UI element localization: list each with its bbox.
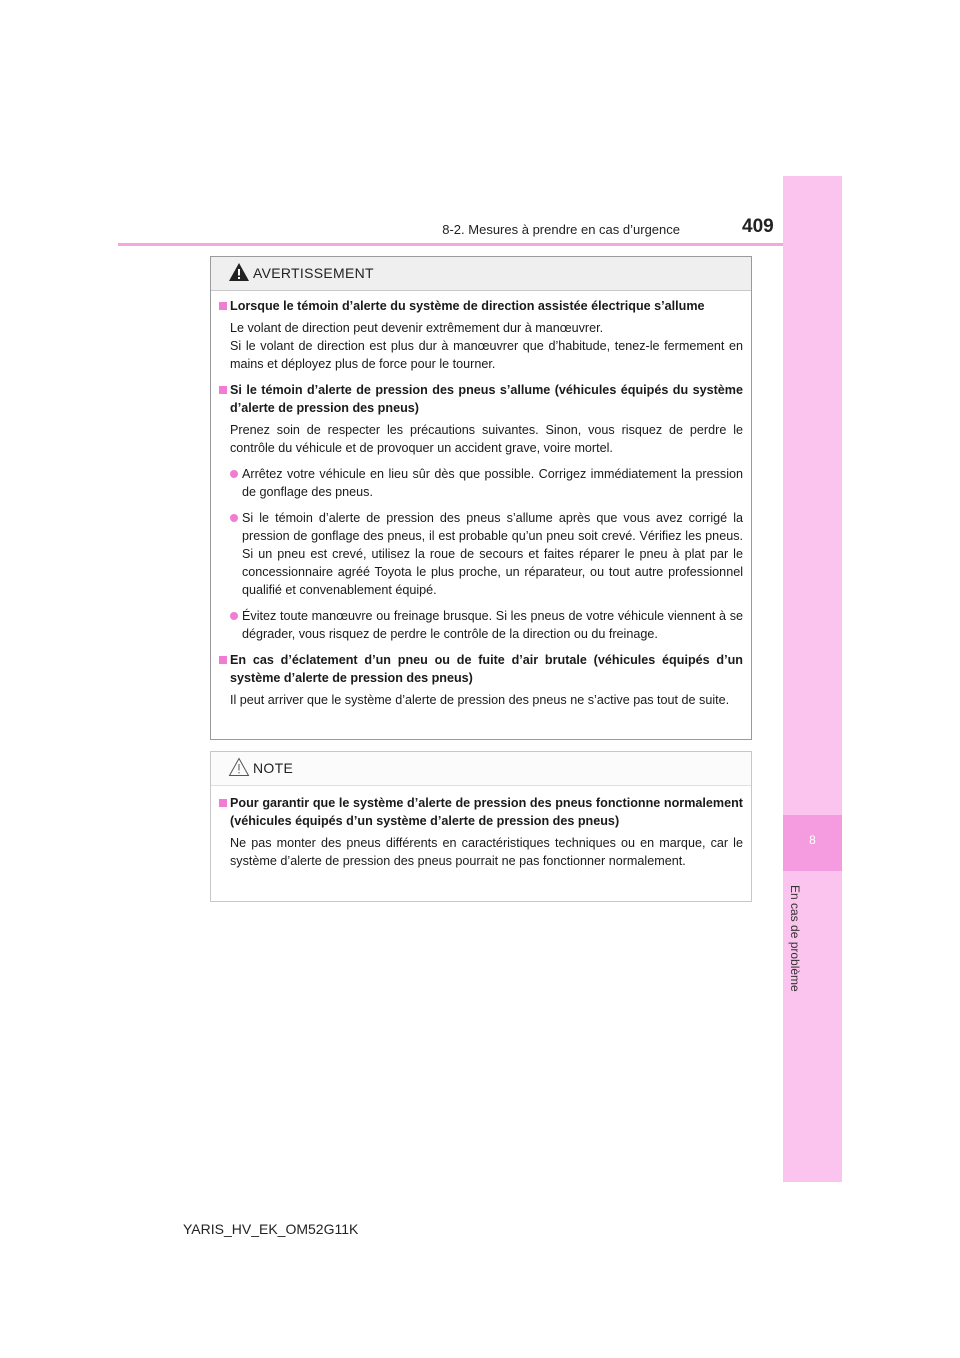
chapter-side-tab xyxy=(783,176,842,1182)
caution-triangle-icon xyxy=(228,757,250,777)
section-title: 8-2. Mesures à prendre en cas d’urgence xyxy=(442,222,680,237)
warning-box-header xyxy=(211,257,751,291)
pink-square-icon xyxy=(219,386,227,394)
pink-square-icon xyxy=(219,302,227,310)
warning-paragraph: Prenez soin de respecter les précautions suivantes. Sinon, vous risquez de perdre le contrôle du véhicule et de provoquer un accident grave, voire mortel. xyxy=(230,423,743,455)
pink-bullet-icon xyxy=(230,612,238,620)
warning-bullet: Évitez toute manœuvre ou freinage brusque. Si les pneus de votre véhicule viennent à se dégrader, vous risquez de perdre le contrôle de la direction ou du freinage. xyxy=(219,607,743,643)
header-divider xyxy=(118,243,842,246)
page-number: 409 xyxy=(742,216,774,237)
chapter-number: 8 xyxy=(809,833,816,847)
warning-paragraph: Le volant de direction peut devenir extrêmement dur à manœuvrer. xyxy=(230,321,604,335)
note-box-body xyxy=(219,794,743,874)
note-box-title: NOTE xyxy=(253,760,294,776)
chapter-title-wrap xyxy=(786,885,804,1005)
pink-square-icon xyxy=(219,799,227,807)
note-paragraph: Ne pas monter des pneus différents en caractéristiques techniques ou en marque, car le système d’alerte de pression des pneus pourrait ne pas fonctionner normalement. xyxy=(230,836,743,868)
warning-item-title: En cas d’éclatement d’un pneu ou de fuite d’air brutale (véhicules équipés d’un système d’alerte de pression des pneus) xyxy=(219,651,743,687)
pink-square-icon xyxy=(219,656,227,664)
warning-item-title: Si le témoin d’alerte de pression des pneus s’allume (véhicules équipés du système d’alerte de pression des pneus) xyxy=(219,381,743,417)
note-box-header xyxy=(211,752,751,786)
note-box xyxy=(210,751,752,902)
pink-bullet-icon xyxy=(230,514,238,522)
chapter-title: En cas de problème xyxy=(788,885,802,992)
document-code: YARIS_HV_EK_OM52G11K xyxy=(183,1221,359,1237)
warning-box-title: AVERTISSEMENT xyxy=(253,265,374,281)
warning-item-title: Lorsque le témoin d’alerte du système de direction assistée électrique s’allume xyxy=(219,297,743,315)
note-item-title: Pour garantir que le système d’alerte de pression des pneus fonctionne normalement (véhicules équipés d’un système d’alerte de pression des pneus) xyxy=(219,794,743,830)
pink-bullet-icon xyxy=(230,470,238,478)
warning-bullet: Si le témoin d’alerte de pression des pneus s’allume après que vous avez corrigé la pression de gonflage des pneus, il est probable qu’un pneu soit crevé. Vérifiez les pneus. Si un pneu est crevé, utilisez la roue de secours et faites réparer le pneu à plat par le concessionnaire agréé Toyota le plus proche, un réparateur, ou tout autre professionnel qualifié et convenablement équipé. xyxy=(219,509,743,599)
warning-triangle-icon xyxy=(228,262,250,282)
warning-paragraph: Si le volant de direction est plus dur à manœuvrer que d’habitude, tenez-le fermement en mains et déployez plus de force pour le tourner. xyxy=(230,339,743,371)
warning-box-body xyxy=(219,297,743,713)
warning-box xyxy=(210,256,752,740)
warning-bullet: Arrêtez votre véhicule en lieu sûr dès que possible. Corrigez immédiatement la pression de gonflage des pneus. xyxy=(219,465,743,501)
warning-paragraph: Il peut arriver que le système d’alerte de pression des pneus ne s’active pas tout de suite. xyxy=(230,693,730,707)
